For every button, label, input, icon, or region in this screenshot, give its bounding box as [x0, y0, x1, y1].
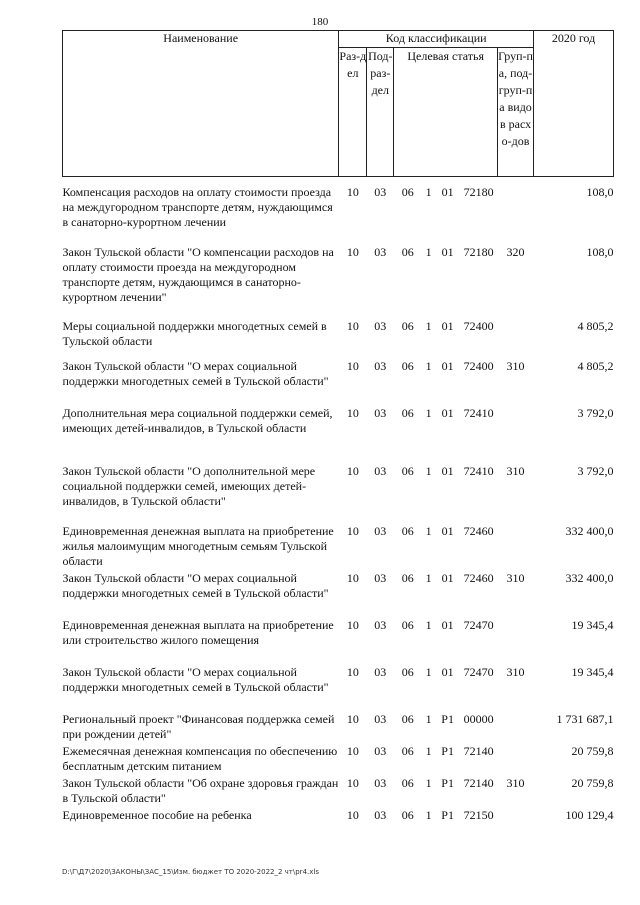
row-expense-group: 310: [506, 359, 525, 373]
row-program: 06: [401, 406, 414, 420]
row-subsection: 03: [374, 524, 387, 538]
row-amount: 20 759,8: [571, 776, 614, 790]
row-direction: 72140: [463, 744, 494, 758]
row-subprogram: 1: [425, 808, 432, 822]
row-event: 01: [441, 571, 454, 585]
row-amount: 332 400,0: [565, 571, 614, 585]
row-subprogram: 1: [425, 712, 432, 726]
row-subprogram: 1: [425, 185, 432, 199]
row-direction: 72410: [463, 406, 494, 420]
row-section: 10: [346, 406, 359, 420]
row-section: 10: [346, 808, 359, 822]
row-program: 06: [401, 571, 414, 585]
row-event: 01: [441, 359, 454, 373]
row-direction: 72400: [463, 319, 494, 333]
row-direction: 00000: [463, 712, 494, 726]
row-name: Меры социальной поддержки многодетных семей в Тульской области: [62, 319, 327, 348]
row-expense-group: [498, 808, 534, 826]
header-year: 2020 год: [534, 31, 614, 177]
row-subsection: 03: [374, 185, 387, 199]
row-amount: 3 792,0: [577, 464, 614, 478]
table-row: [63, 406, 614, 464]
header-subsection: Под-раз-дел: [367, 48, 394, 177]
row-expense-group: 320: [506, 245, 525, 259]
row-expense-group: [498, 524, 534, 571]
row-subprogram: 1: [425, 571, 432, 585]
row-program: 06: [401, 464, 414, 478]
row-name: Закон Тульской области "О дополнительной мере социальной поддержки семей, имеющих детей-инвалидов, в Тульской области": [62, 464, 316, 508]
row-name: Единовременная денежная выплата на приобретение жилья малоимущим многодетным семьям Тульской области: [62, 524, 334, 568]
row-name: Единовременное пособие на ребенка: [62, 808, 252, 822]
row-expense-group: [498, 406, 534, 464]
row-event: P1: [441, 712, 454, 726]
table-row: [63, 776, 614, 808]
row-event: 01: [441, 464, 454, 478]
row-direction: 72470: [463, 618, 494, 632]
header-expense-group: Груп-па, под-груп-па видов расхо-дов: [498, 48, 534, 177]
header-name: Наименование: [63, 31, 339, 177]
row-program: 06: [401, 185, 414, 199]
row-name: Закон Тульской области "Об охране здоровья граждан в Тульской области": [62, 776, 339, 805]
row-direction: 72150: [463, 808, 494, 822]
row-subsection: 03: [374, 618, 387, 632]
header-section: Раз-дел: [339, 48, 367, 177]
row-name: Единовременная денежная выплата на приобретение или строительство жилого помещения: [62, 618, 334, 647]
row-direction: 72460: [463, 524, 494, 538]
row-subprogram: 1: [425, 776, 432, 790]
row-section: 10: [346, 665, 359, 679]
page-number: 180: [311, 16, 329, 28]
row-direction: 72400: [463, 359, 494, 373]
header-target-article: Целевая статья: [394, 48, 498, 177]
row-subsection: 03: [374, 319, 387, 333]
row-name: Компенсация расходов на оплату стоимости проезда на междугородном транспорте детям, нуждающимся в санаторно-курортном лечении: [62, 185, 333, 229]
row-expense-group: [498, 319, 534, 359]
row-section: 10: [346, 359, 359, 373]
row-name: Закон Тульской области "О компенсации расходов на оплату стоимости проезда на междугородном транспорте детям, нуждающимся в санаторно-курортном лечении": [62, 245, 334, 304]
row-section: 10: [346, 571, 359, 585]
row-event: 01: [441, 185, 454, 199]
table-row: [63, 808, 614, 826]
row-subprogram: 1: [425, 744, 432, 758]
row-event: 01: [441, 618, 454, 632]
row-program: 06: [401, 744, 414, 758]
table-row: [63, 245, 614, 319]
row-name: Закон Тульской области "О мерах социальной поддержки многодетных семей в Тульской области": [62, 665, 329, 694]
row-event: 01: [441, 319, 454, 333]
table-row: [63, 571, 614, 618]
row-subprogram: 1: [425, 245, 432, 259]
row-direction: 72180: [463, 245, 494, 259]
table-row: [63, 712, 614, 744]
row-subprogram: 1: [425, 618, 432, 632]
row-amount: 108,0: [586, 185, 614, 199]
row-section: 10: [346, 776, 359, 790]
row-section: 10: [346, 245, 359, 259]
row-amount: 19 345,4: [571, 665, 614, 679]
table-row: [63, 744, 614, 776]
row-direction: 72180: [463, 185, 494, 199]
row-section: 10: [346, 712, 359, 726]
row-section: 10: [346, 319, 359, 333]
file-path-footer: D:\Г\Д7\2020\ЗАКОНЫ\ЗАС_15\Изм. бюджет ТО 2020-2022_2 чт\pr4.xls: [62, 868, 319, 876]
row-program: 06: [401, 359, 414, 373]
row-subsection: 03: [374, 359, 387, 373]
row-expense-group: 310: [506, 776, 525, 790]
row-section: 10: [346, 464, 359, 478]
row-name: Закон Тульской области "О мерах социальной поддержки многодетных семей в Тульской области": [62, 359, 329, 388]
row-subsection: 03: [374, 464, 387, 478]
spacer: [63, 177, 614, 186]
row-name: Ежемесячная денежная компенсация по обеспечению бесплатным детским питанием: [62, 744, 338, 773]
row-subprogram: 1: [425, 464, 432, 478]
row-program: 06: [401, 245, 414, 259]
row-subprogram: 1: [425, 524, 432, 538]
table-row: [63, 319, 614, 359]
row-event: 01: [441, 665, 454, 679]
table-row: [63, 618, 614, 665]
budget-table: [62, 30, 614, 826]
row-section: 10: [346, 185, 359, 199]
row-amount: 1 731 687,1: [556, 712, 614, 726]
row-subsection: 03: [374, 808, 387, 822]
row-direction: 72410: [463, 464, 494, 478]
row-subprogram: 1: [425, 359, 432, 373]
row-program: 06: [401, 618, 414, 632]
row-amount: 20 759,8: [571, 744, 614, 758]
row-expense-group: [498, 712, 534, 744]
row-event: 01: [441, 406, 454, 420]
row-program: 06: [401, 665, 414, 679]
table-row: [63, 665, 614, 712]
row-expense-group: [498, 744, 534, 776]
row-amount: 108,0: [586, 245, 614, 259]
row-subsection: 03: [374, 571, 387, 585]
row-subprogram: 1: [425, 319, 432, 333]
row-subsection: 03: [374, 245, 387, 259]
row-event: P1: [441, 808, 454, 822]
row-name: Дополнительная мера социальной поддержки семей, имеющих детей-инвалидов, в Тульской области: [62, 406, 333, 435]
row-amount: 100 129,4: [565, 808, 614, 822]
row-expense-group: 310: [506, 464, 525, 478]
row-direction: 72460: [463, 571, 494, 585]
row-expense-group: 310: [506, 571, 525, 585]
row-direction: 72470: [463, 665, 494, 679]
row-subprogram: 1: [425, 406, 432, 420]
row-event: P1: [441, 744, 454, 758]
header-classification: Код классификации: [339, 31, 534, 48]
row-amount: 4 805,2: [577, 319, 614, 333]
row-subsection: 03: [374, 665, 387, 679]
table-row: [63, 464, 614, 524]
row-name: Региональный проект "Финансовая поддержка семей при рождении детей": [62, 712, 335, 741]
row-subsection: 03: [374, 712, 387, 726]
table-header-row: [63, 31, 614, 48]
row-expense-group: [498, 185, 534, 245]
row-section: 10: [346, 744, 359, 758]
row-amount: 4 805,2: [577, 359, 614, 373]
row-program: 06: [401, 776, 414, 790]
row-event: 01: [441, 245, 454, 259]
row-direction: 72140: [463, 776, 494, 790]
row-amount: 19 345,4: [571, 618, 614, 632]
row-amount: 3 792,0: [577, 406, 614, 420]
row-event: 01: [441, 524, 454, 538]
row-expense-group: [498, 618, 534, 665]
row-subsection: 03: [374, 406, 387, 420]
row-expense-group: 310: [506, 665, 525, 679]
row-program: 06: [401, 524, 414, 538]
row-program: 06: [401, 712, 414, 726]
row-program: 06: [401, 319, 414, 333]
row-name: Закон Тульской области "О мерах социальной поддержки многодетных семей в Тульской области": [62, 571, 329, 600]
row-subsection: 03: [374, 744, 387, 758]
row-section: 10: [346, 524, 359, 538]
row-program: 06: [401, 808, 414, 822]
table-row: [63, 359, 614, 406]
row-section: 10: [346, 618, 359, 632]
table-row: [63, 185, 614, 245]
row-subprogram: 1: [425, 665, 432, 679]
row-subsection: 03: [374, 776, 387, 790]
row-amount: 332 400,0: [565, 524, 614, 538]
row-event: P1: [441, 776, 454, 790]
table-row: [63, 524, 614, 571]
